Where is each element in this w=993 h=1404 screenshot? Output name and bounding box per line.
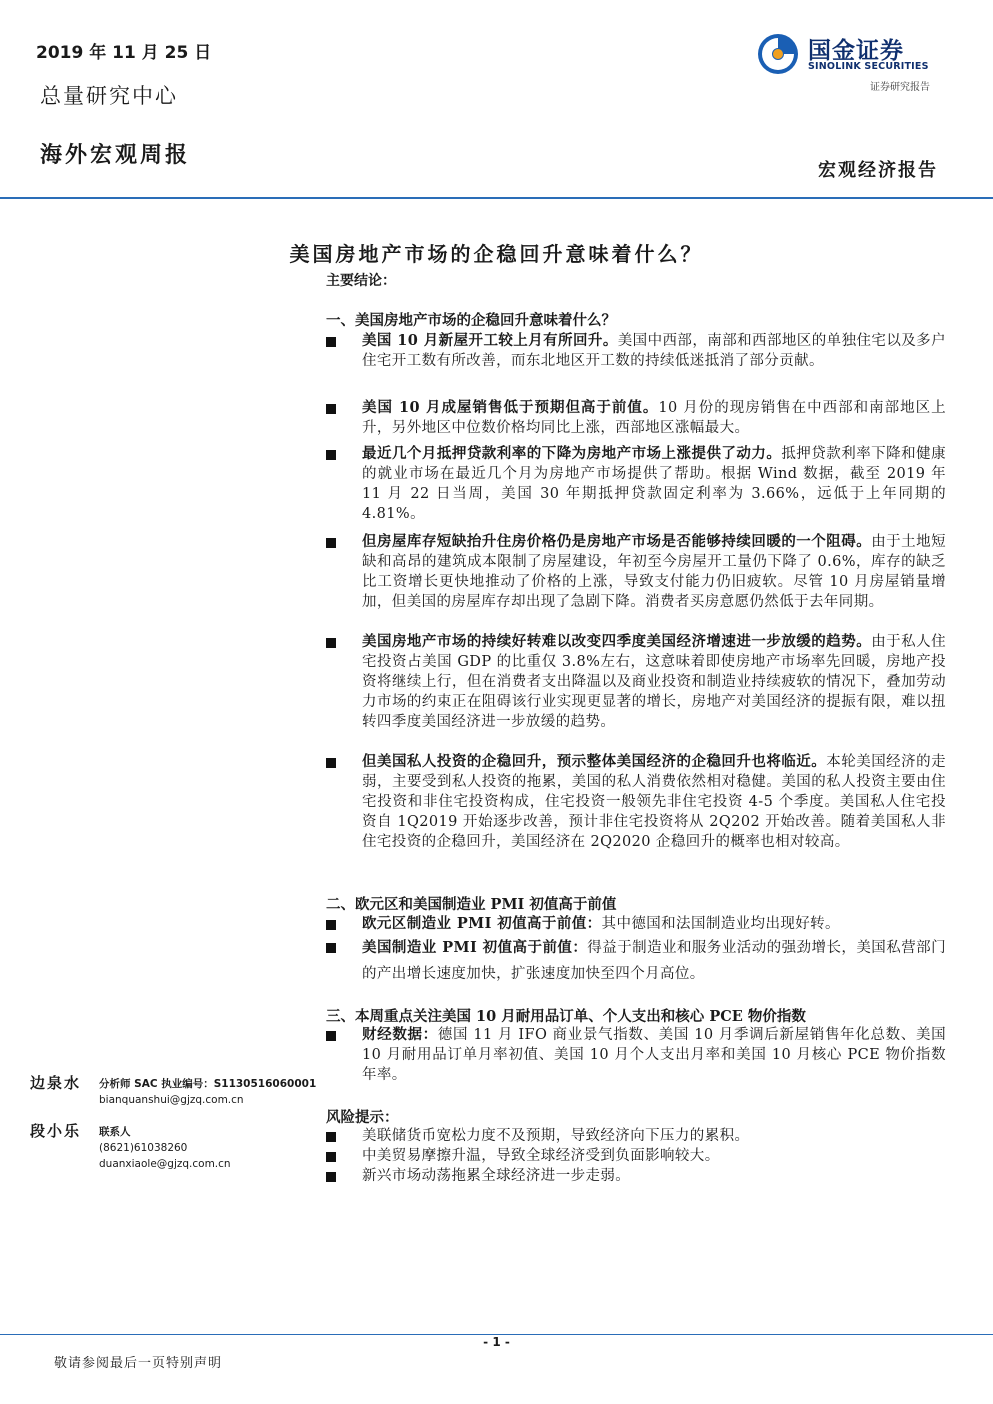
bullet-lead: 财经数据： [362, 1026, 438, 1043]
author-phone: (8621)61038260 [99, 1142, 188, 1154]
logo-english-name: SINOLINK SECURITIES [808, 61, 929, 72]
bullet-lead: 欧元区制造业 PMI 初值高于前值： [362, 915, 602, 932]
bullet-square-icon [326, 1031, 336, 1041]
list-item [326, 1166, 946, 1186]
risk-item: 新兴市场动荡拖累全球经济进一步走弱。 [362, 1168, 631, 1184]
section-heading: 二、欧元区和美国制造业 PMI 初值高于前值 [326, 896, 617, 913]
bullet-square-icon [326, 758, 336, 768]
page-number: - 1 - [483, 1335, 510, 1349]
bullet-lead: 美国 10 月成屋销售低于预期但高于前值。 [362, 399, 659, 416]
bullet-square-icon [326, 337, 336, 347]
bullet-square-icon [326, 450, 336, 460]
risk-item: 中美贸易摩擦升温，导致全球经济受到负面影响较大。 [362, 1148, 720, 1164]
list-item [326, 632, 946, 732]
bullet-text: 由于土地短缺和高昂的建筑成本限制了房屋建设，年初至今房屋开工量仍下降了 0.6%，库存的缺乏比工资增长更快地推动了价格的上涨，导致支付能力仍旧疲软。尽管 10 月房屋销量增加，但美国的房屋库存却出现了急剧下降。消费者买房意愿仍然低于去年同期。 [362, 534, 946, 610]
footer-disclaimer: 敬请参阅最后一页特别声明 [54, 1356, 223, 1371]
list-item [326, 1146, 946, 1166]
logo-subtitle: 证券研究报告 [870, 82, 930, 93]
bullet-text: 美国中西部，南部和西部地区的单独住宅以及多户住宅开工数有所改善，而东北地区开工数的持续低迷抵消了部分贡献。 [362, 333, 946, 369]
department-name: 总量研究中心 [40, 84, 178, 108]
list-item [326, 532, 946, 612]
bullet-lead: 美国制造业 PMI 初值高于前值： [362, 939, 588, 956]
list-item [326, 331, 946, 371]
section-heading: 三、本周重点关注美国 10 月耐用品订单、个人支出和核心 PCE 物价指数 [326, 1008, 806, 1025]
header-divider [0, 197, 993, 199]
logo-chinese-name: 国金证券 [808, 38, 904, 64]
bullet-square-icon [326, 1132, 336, 1142]
list-item [326, 914, 946, 934]
bullet-square-icon [326, 943, 336, 953]
author-contact [99, 1076, 316, 1108]
bullet-square-icon [326, 538, 336, 548]
list-item [326, 1126, 946, 1146]
author-name: 段小乐 [30, 1122, 82, 1140]
bullet-text: 由于私人住宅投资占美国 GDP 的比重仅 3.8%左右，这意味着即使房地产市场率先回暖，房地产投资将继续上行，但在消费者支出降温以及商业投资和制造业持续疲软的情况下，叠加劳动力市场的约束正在阻碍该行业实现更显著的增长，房地产对美国经济的提振有限，难以扭转四季度美国经济进一步放缓的趋势。 [362, 634, 946, 730]
list-item [326, 398, 946, 438]
bullet-square-icon [326, 920, 336, 930]
bullet-square-icon [326, 638, 336, 648]
report-date: 2019 年 11 月 25 日 [36, 43, 212, 63]
bullet-text: 本轮美国经济的走弱，主要受到私人投资的拖累，美国的私人消费依然相对稳健。美国的私人投资主要由住宅投资和非住宅投资构成，住宅投资一般领先非住宅投资 4-5 个季度。美国私人住宅投资自 1Q2019 开始逐步改善，预计非住宅投资将从 2Q202 开始改善。随着美国私人非住宅投资的企稳回升，美国经济在 2Q2020 企稳回升的概率也相对较高。 [362, 754, 946, 850]
report-series: 海外宏观周报 [40, 142, 191, 168]
bullet-text: 其中德国和法国制造业均出现好转。 [601, 916, 840, 932]
bullet-text: 得益于制造业和服务业活动的强劲增长，美国私营部门的产出增长速度加快，扩张速度加快至四个月高位。 [362, 940, 946, 982]
bullet-lead: 美国 10 月新屋开工较上月有所回升。 [362, 332, 618, 349]
author-role: 联系人 [99, 1126, 131, 1138]
risk-heading: 风险提示： [326, 1109, 399, 1126]
bullet-text: 10 月份的现房销售在中西部和南部地区上升，另外地区中位数价格均同比上涨，西部地区涨幅最大。 [362, 400, 946, 436]
bullet-square-icon [326, 1172, 336, 1182]
section-heading: 一、美国房地产市场的企稳回升意味着什么？ [326, 312, 616, 329]
author-email: bianquanshui@gjzq.com.cn [99, 1094, 244, 1106]
author-credential: 分析师 SAC 执业编号：S1130516060001 [99, 1078, 317, 1090]
company-logo [756, 30, 944, 80]
risk-item: 美联储货币宽松力度不及预期，导致经济向下压力的累积。 [362, 1128, 750, 1144]
bullet-lead: 美国房地产市场的持续好转难以改变四季度美国经济增速进一步放缓的趋势。 [362, 633, 872, 650]
bullet-lead: 但房屋库存短缺抬升住房价格仍是房地产市场是否能够持续回暖的一个阻碍。 [362, 533, 872, 550]
list-item [326, 1025, 946, 1085]
list-item [326, 935, 946, 987]
report-type: 宏观经济报告 [818, 160, 938, 181]
bullet-square-icon [326, 1152, 336, 1162]
bullet-lead: 最近几个月抵押贷款利率的下降为房地产市场上涨提供了动力。 [362, 445, 782, 462]
bullet-text: 抵押贷款利率下降和健康的就业市场在最近几个月为房地产市场提供了帮助。根据 Wind 数据，截至 2019 年 11 月 22 日当周，美国 30 年期抵押贷款固定利率为 3.66%，远低于上年同期的 4.81%。 [362, 446, 946, 522]
list-item [326, 752, 946, 852]
author-name: 边泉水 [30, 1074, 82, 1092]
list-item [326, 444, 946, 524]
report-title: 美国房地产市场的企稳回升意味着什么？ [289, 242, 704, 266]
author-contact [99, 1124, 231, 1172]
bullet-text: 德国 11 月 IFO 商业景气指数、美国 10 月季调后新屋销售年化总数、美国 10 月耐用品订单月率初值、美国 10 月个人支出月率和美国 10 月核心 PCE 物价指数年率。 [362, 1027, 947, 1083]
sinolink-logo-icon [756, 32, 800, 76]
author-email: duanxiaole@gjzq.com.cn [99, 1158, 231, 1170]
key-conclusions-label: 主要结论： [326, 273, 396, 289]
bullet-lead: 但美国私人投资的企稳回升，预示整体美国经济的企稳回升也将临近。 [362, 753, 827, 770]
bullet-square-icon [326, 404, 336, 414]
